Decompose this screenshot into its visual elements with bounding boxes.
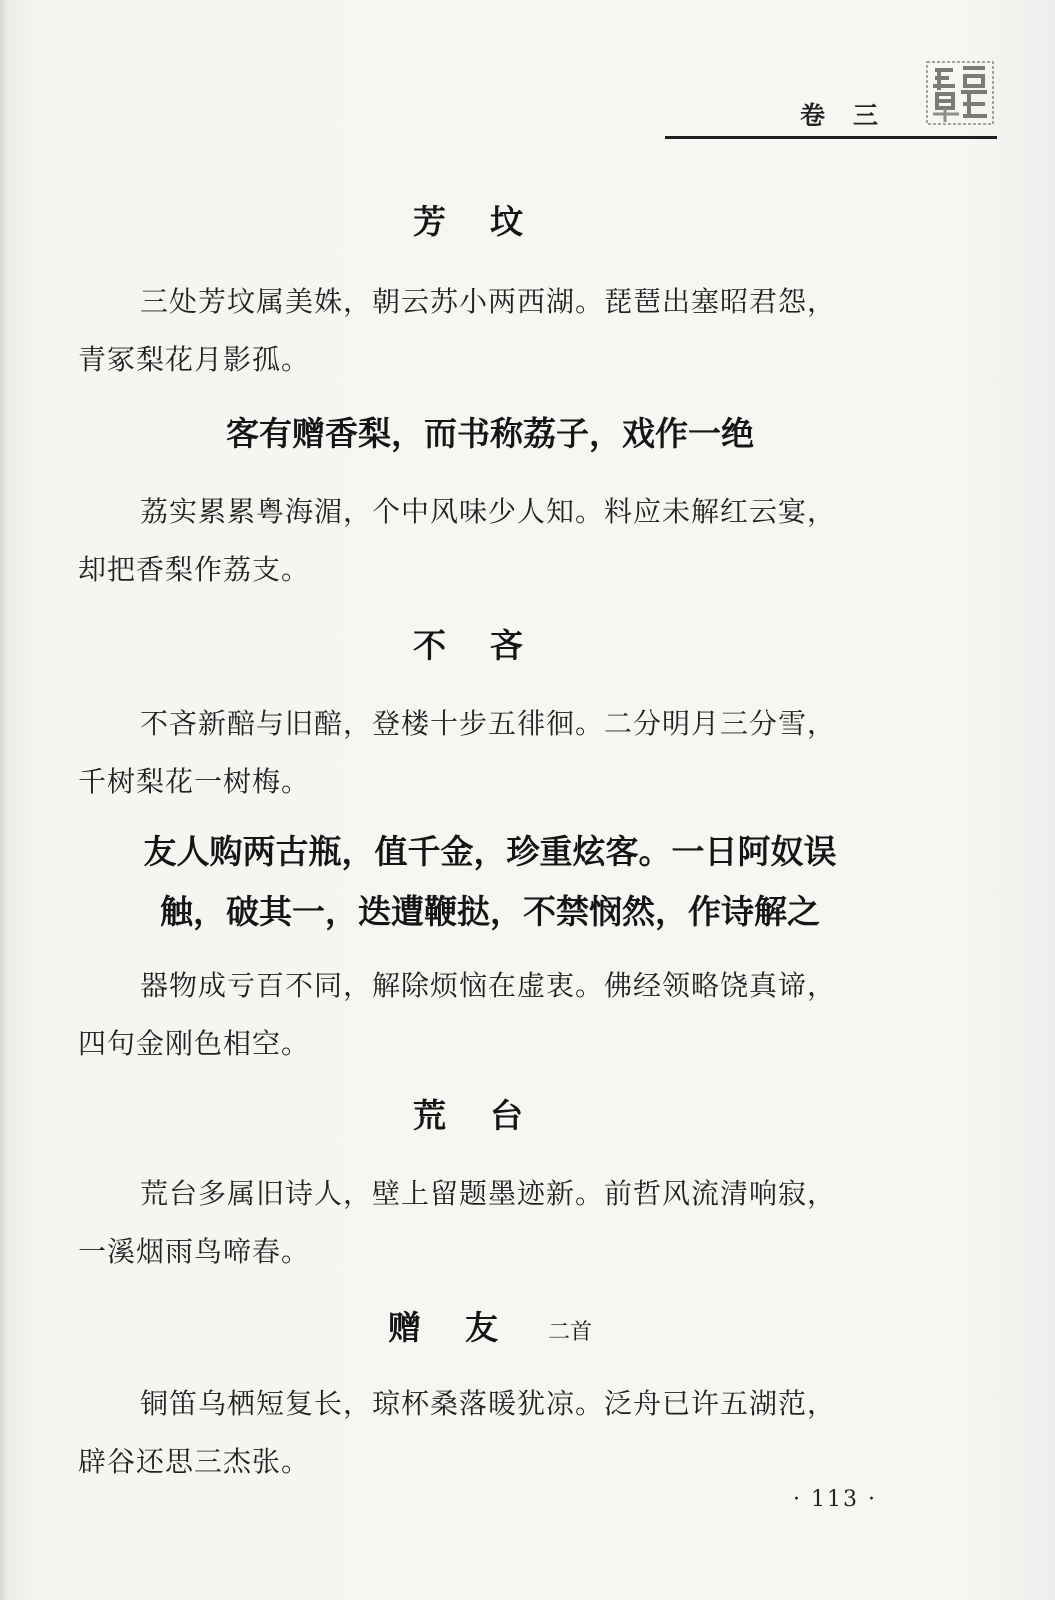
poem-title-text: 荒台 xyxy=(413,1096,567,1135)
page-number: · 113 · xyxy=(793,1487,877,1512)
poem-title xyxy=(0,196,980,243)
poem-line: 器物成亏百不同，解除烦恼在虚衷。佛经领略饶真谛， xyxy=(140,969,837,1002)
poem-title xyxy=(0,1302,980,1349)
poem-line: 铜笛乌栖短复长，琼杯桑落暖犹凉。泛舟已许五湖范， xyxy=(140,1387,837,1420)
poem-line: 荔实累累粤海湄，个中风味少人知。料应未解红云宴， xyxy=(140,495,837,528)
poem-title: 客有赠香梨，而书称荔子，戏作一绝 xyxy=(226,414,754,453)
poem-line: 一溪烟雨鸟啼春。 xyxy=(78,1235,311,1268)
poem-line: 荒台多属旧诗人，壁上留题墨迹新。前哲风流清响寂， xyxy=(140,1177,837,1210)
poem-line: 千树梨花一树梅。 xyxy=(78,765,311,798)
poem-line: 却把香梨作荔支。 xyxy=(78,553,311,586)
poem-line: 四句金刚色相空。 xyxy=(78,1027,311,1060)
poem-title-line: 友人购两古瓶，值千金，珍重炫客。一日阿奴误 xyxy=(143,832,837,871)
poem-line: 青冢梨花月影孤。 xyxy=(78,343,311,376)
running-head: 卷三 xyxy=(800,101,907,130)
poem-title-line: 触，破其一，迭遭鞭挞，不禁悯然，作诗解之 xyxy=(160,892,820,931)
header-rule xyxy=(665,136,997,139)
poem-line: 不吝新醅与旧醅，登楼十步五徘徊。二分明月三分雪， xyxy=(140,707,837,740)
poem-title xyxy=(0,1090,980,1137)
poem-title-text: 芳坟 xyxy=(413,202,567,241)
poem-title-note: 二首 xyxy=(547,1320,592,1345)
poem-line: 辟谷还思三杰张。 xyxy=(78,1445,311,1478)
poem-title-text: 赠友 xyxy=(387,1308,542,1347)
poem-line: 三处芳坟属美姝，朝云苏小两西湖。琵琶出塞昭君怨， xyxy=(140,285,837,318)
seal-stamp-icon xyxy=(925,60,995,126)
poem-title xyxy=(0,620,980,667)
poem-title-text: 不吝 xyxy=(413,626,567,665)
